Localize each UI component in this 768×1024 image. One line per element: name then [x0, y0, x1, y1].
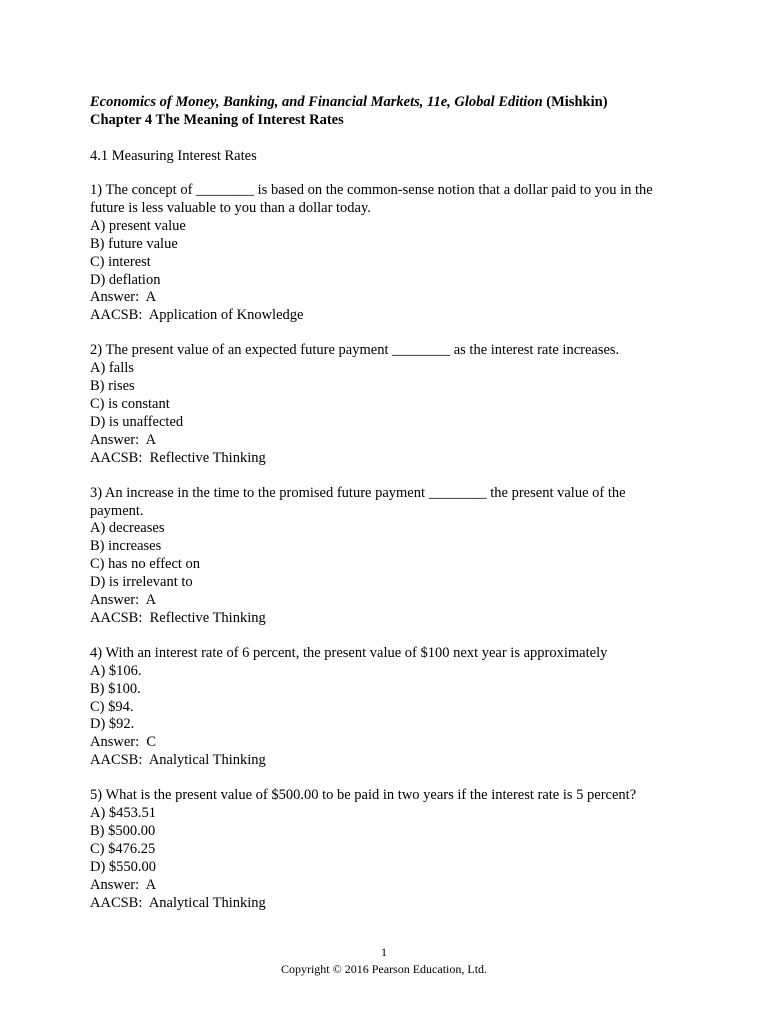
question-stem: future is less valuable to you than a dollar today.	[90, 199, 371, 216]
answer-option: B) $100.	[90, 680, 141, 697]
answer-option: B) rises	[90, 378, 135, 395]
book-citation	[90, 93, 690, 111]
answer-option: C) has no effect on	[90, 556, 201, 573]
answer-key: Answer: A	[90, 289, 157, 306]
question-stem: 2) The present value of an expected future payment ________ as the interest rate increases.	[90, 342, 620, 359]
aacsb-tag: AACSB: Reflective Thinking	[90, 449, 266, 466]
question-block	[90, 645, 690, 770]
answer-option: D) is irrelevant to	[90, 574, 193, 591]
book-title: Economics of Money, Banking, and Financial Markets, 11e, Global Edition	[90, 94, 543, 110]
question-block	[90, 485, 690, 628]
question-stem: payment.	[90, 502, 144, 519]
answer-option: B) future value	[90, 235, 178, 252]
page-number: 1	[381, 945, 387, 959]
question-stem: 3) An increase in the time to the promised future payment ________ the present value of the	[90, 484, 626, 501]
question-list	[90, 182, 690, 913]
answer-option: C) $94.	[90, 698, 134, 715]
question-block	[90, 342, 690, 467]
answer-option: A) decreases	[90, 520, 165, 537]
answer-option: A) $453.51	[90, 805, 157, 822]
question-stem: 1) The concept of ________ is based on the common-sense notion that a dollar paid to you in the	[90, 182, 653, 198]
aacsb-tag: AACSB: Analytical Thinking	[90, 752, 266, 769]
copyright-notice: Copyright © 2016 Pearson Education, Ltd.	[280, 962, 488, 976]
question-block	[90, 182, 690, 325]
answer-option: B) $500.00	[90, 823, 156, 839]
answer-option: A) present value	[90, 217, 186, 234]
question-stem: 5) What is the present value of $500.00 to be paid in two years if the interest rate is 5 percent?	[90, 787, 637, 804]
answer-key: Answer: A	[90, 876, 157, 893]
book-author: (Mishkin)	[542, 94, 608, 110]
aacsb-tag: AACSB: Reflective Thinking	[90, 609, 266, 626]
answer-key: Answer: C	[90, 734, 157, 751]
answer-key: Answer: A	[90, 431, 157, 448]
chapter-title: Chapter 4 The Meaning of Interest Rates	[90, 112, 344, 128]
aacsb-tag: AACSB: Application of Knowledge	[90, 307, 304, 324]
answer-option: C) is constant	[90, 395, 170, 412]
page-footer	[0, 944, 768, 978]
document-page	[90, 93, 690, 913]
section-heading: 4.1 Measuring Interest Rates	[90, 148, 257, 164]
question-stem: 4) With an interest rate of 6 percent, the present value of $100 next year is approximately	[90, 644, 608, 661]
aacsb-tag: AACSB: Analytical Thinking	[90, 894, 266, 911]
answer-option: C) interest	[90, 253, 151, 270]
answer-key: Answer: A	[90, 592, 157, 609]
answer-option: C) $476.25	[90, 840, 156, 857]
answer-option: D) $92.	[90, 716, 135, 733]
answer-option: A) falls	[90, 360, 134, 377]
answer-option: B) increases	[90, 538, 162, 555]
answer-option: A) $106.	[90, 662, 142, 679]
answer-option: D) $550.00	[90, 858, 157, 875]
answer-option: D) is unaffected	[90, 413, 184, 430]
answer-option: D) deflation	[90, 271, 161, 288]
question-block	[90, 787, 690, 912]
